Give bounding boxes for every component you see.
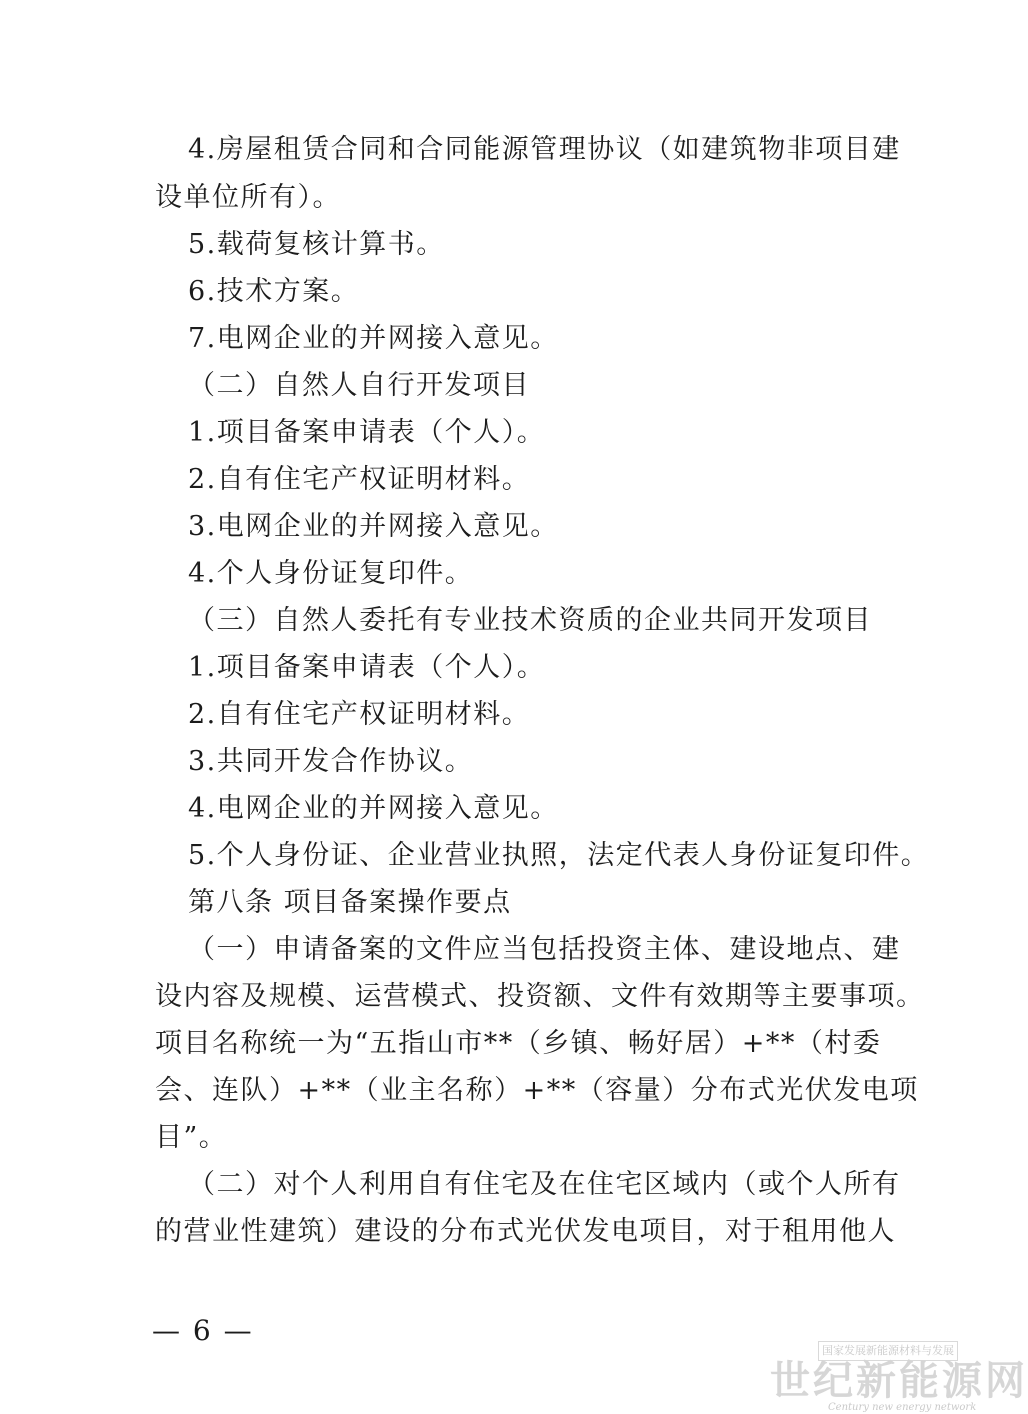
body-line: 设单位所有）。	[155, 182, 341, 213]
body-line: 4.个人身份证复印件。	[188, 558, 474, 589]
page-number: — 6 —	[152, 1314, 254, 1347]
body-line: （一）申请备案的文件应当包括投资主体、建设地点、建	[188, 934, 901, 965]
body-line: 3.电网企业的并网接入意见。	[188, 511, 559, 542]
body-line: 会、连队）+**（业主名称）+**（容量）分布式光伏发电项	[155, 1075, 919, 1106]
body-line: 7.电网企业的并网接入意见。	[188, 323, 559, 354]
body-line: 的营业性建筑）建设的分布式光伏发电项目，对于租用他人	[155, 1216, 896, 1247]
body-line: 目”。	[155, 1122, 228, 1153]
watermark-subtext: Century new energy network	[828, 1402, 977, 1413]
section-heading: （三）自然人委托有专业技术资质的企业共同开发项目	[188, 605, 872, 636]
article-heading: 第八条 项目备案操作要点	[188, 887, 512, 918]
body-line: 4.电网企业的并网接入意见。	[188, 793, 559, 824]
body-line: 1.项目备案申请表（个人）。	[188, 417, 546, 448]
body-line: 1.项目备案申请表（个人）。	[188, 652, 546, 683]
section-heading: （二）自然人自行开发项目	[188, 370, 530, 401]
body-line: 6.技术方案。	[188, 276, 360, 307]
body-line: 2.自有住宅产权证明材料。	[188, 464, 531, 495]
body-line: 5.载荷复核计算书。	[188, 229, 445, 260]
watermark-logo: 世纪新能源网	[770, 1358, 1028, 1404]
body-line: 4.房屋租赁合同和合同能源管理协议（如建筑物非项目建	[188, 134, 901, 165]
body-line: 2.自有住宅产权证明材料。	[188, 699, 531, 730]
body-line: （二）对个人利用自有住宅及在住宅区域内（或个人所有	[188, 1169, 901, 1200]
body-line: 项目名称统一为“五指山市**（乡镇、畅好居）+**（村委	[155, 1028, 882, 1059]
body-line: 设内容及规模、运营模式、投资额、文件有效期等主要事项。	[155, 981, 925, 1012]
watermark-tagline: 国家发展新能源材料与发展	[818, 1341, 958, 1361]
body-line: 5.个人身份证、企业营业执照，法定代表人身份证复印件。	[188, 840, 930, 871]
body-line: 3.共同开发合作协议。	[188, 746, 474, 777]
